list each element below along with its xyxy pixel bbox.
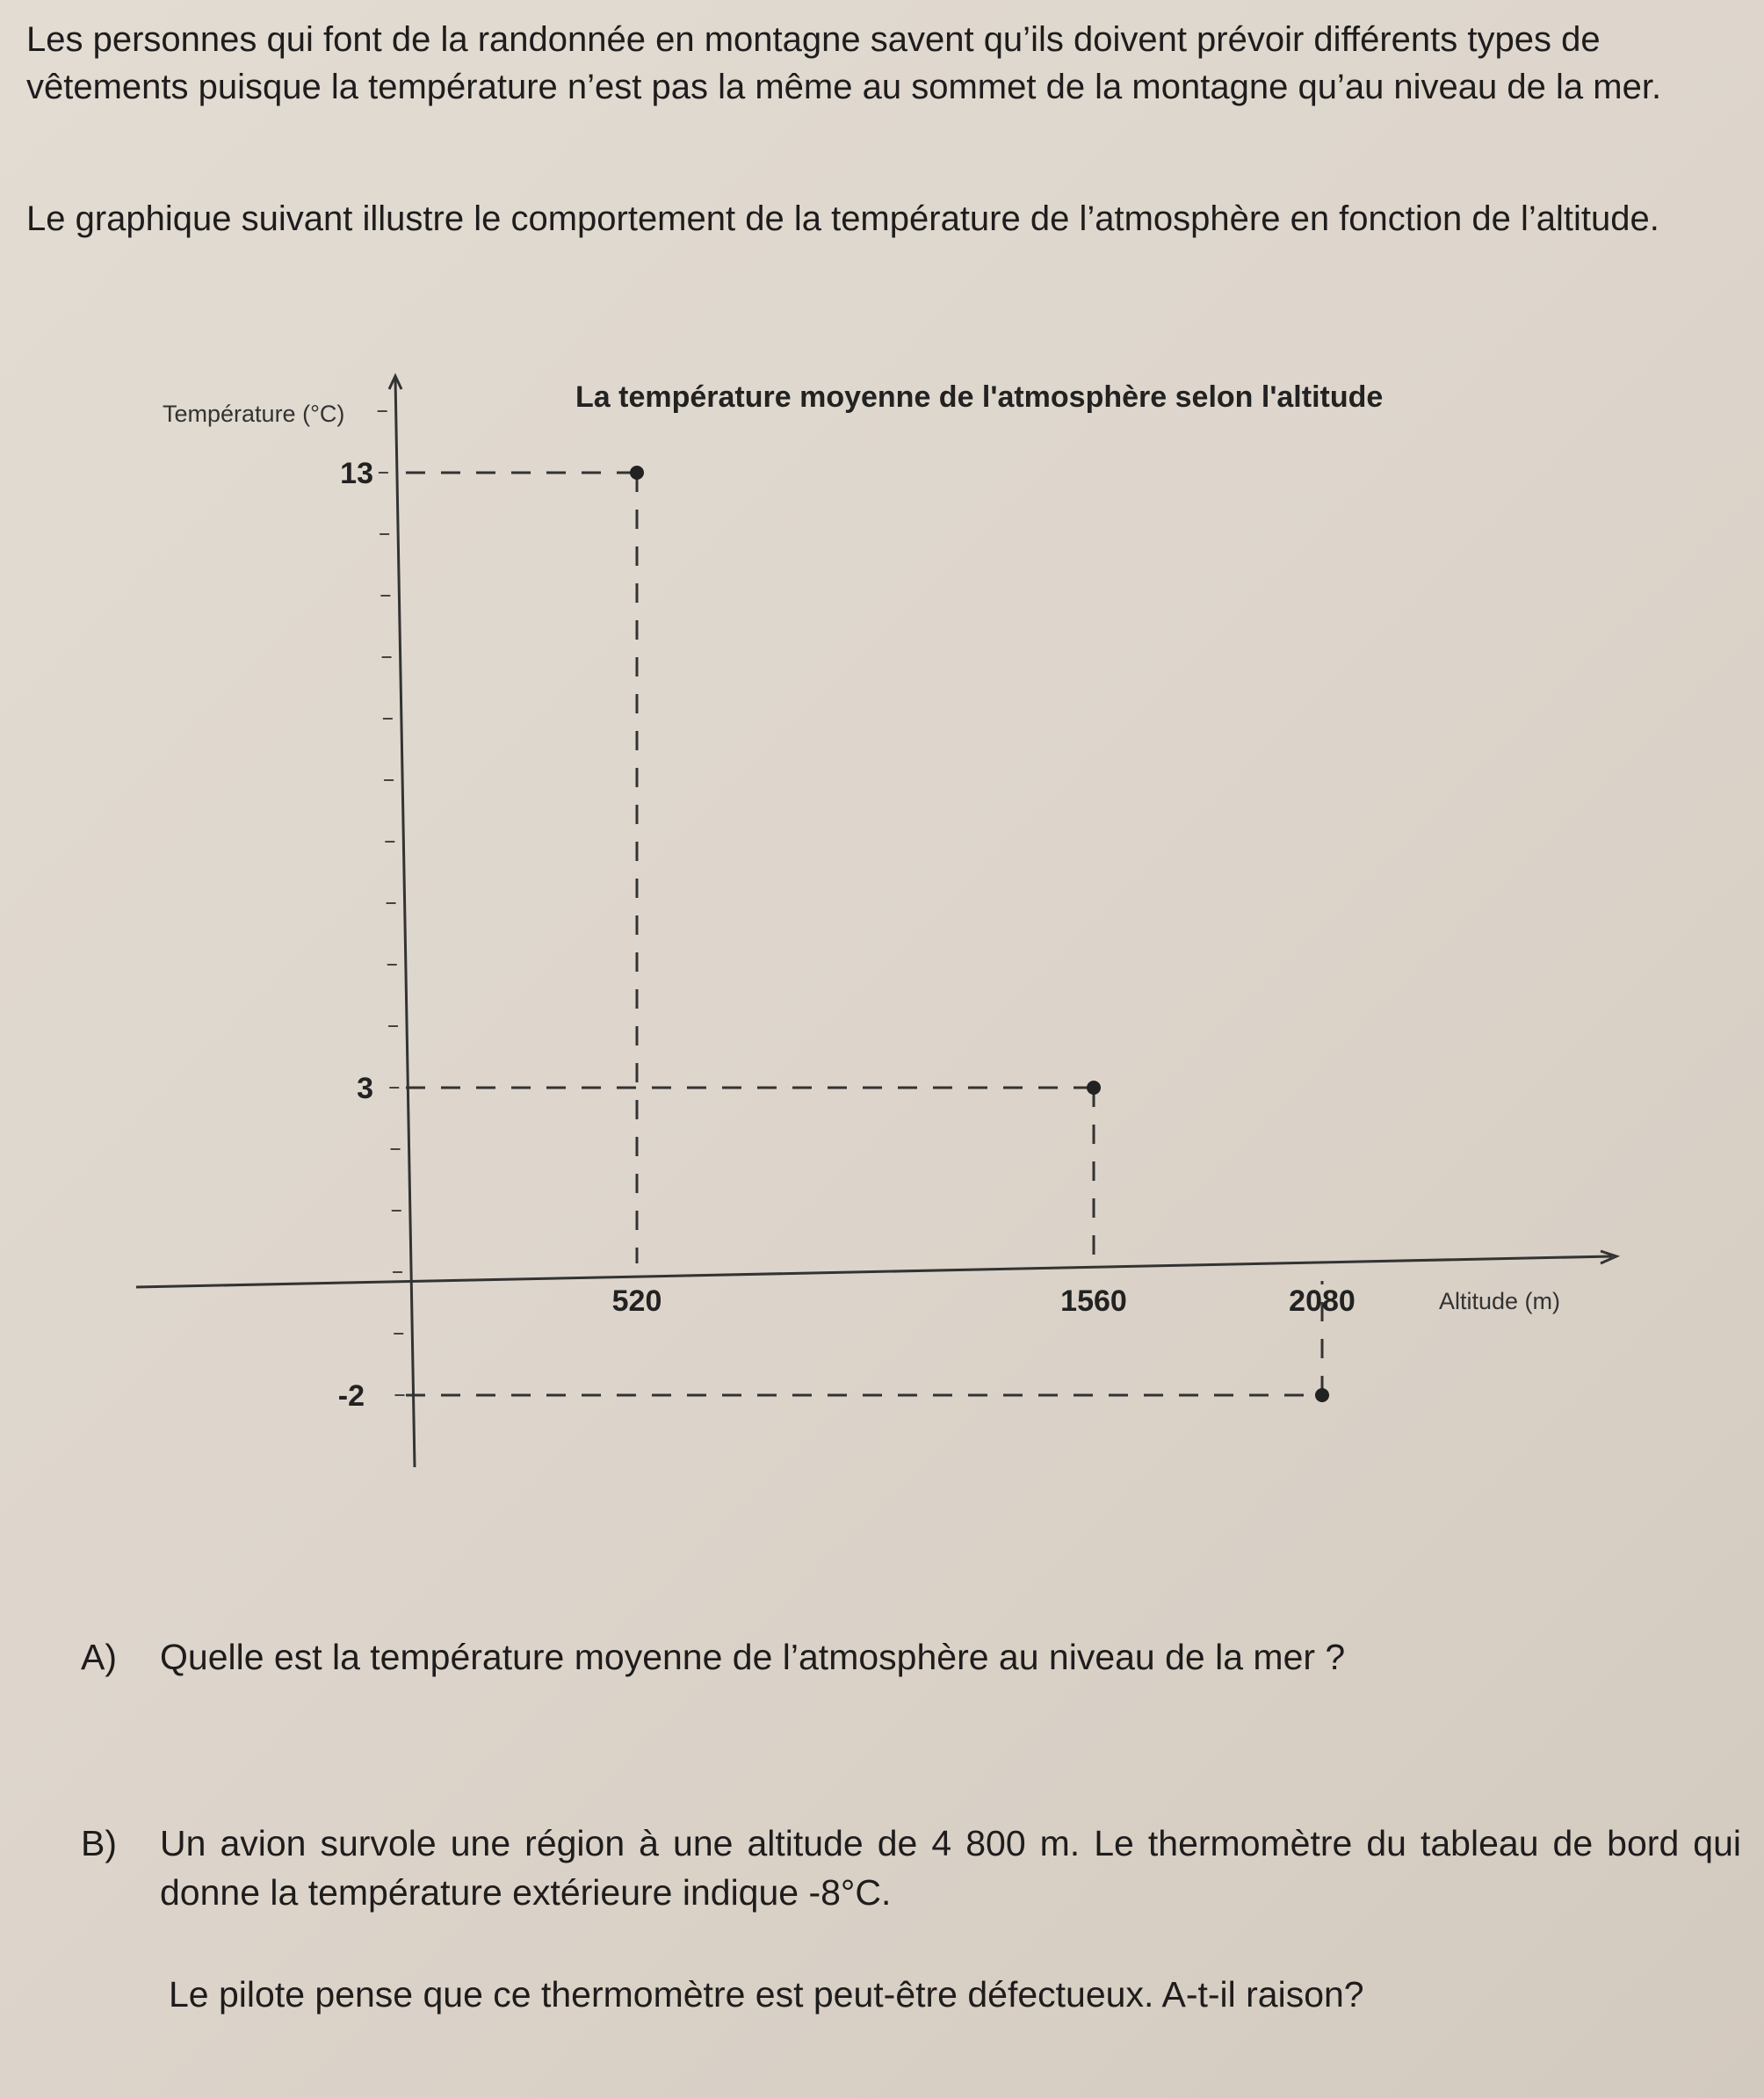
question-b-text: Un avion survole une région à une altitude de 4 800 m. Le thermomètre du tableau de bord qui donne la température extérieure indique -8°C. [160, 1823, 1741, 1913]
x-tick-label: 2080 [1289, 1284, 1356, 1318]
x-axis [136, 1256, 1612, 1287]
x-tick-label: 520 [611, 1284, 662, 1318]
x-tick-label: 1560 [1060, 1284, 1127, 1318]
data-point [630, 466, 644, 480]
y-tick-label: 13 [340, 457, 373, 490]
intro-paragraph-1: Les personnes qui font de la randonnée en montagne savent qu’ils doivent prévoir différents types de vêtements puisque la température n’est pas la même au sommet de la montagne qu’au niveau de la mer. [26, 20, 1662, 106]
question-b-followup: Le pilote pense que ce thermomètre est peut-être défectueux. A-t-il raison? [169, 1974, 1364, 2015]
question-b-label: B) [81, 1823, 117, 1863]
question-a [81, 1632, 1706, 1682]
data-point [1087, 1081, 1101, 1095]
question-b [81, 1819, 1741, 1917]
chart-title: La température moyenne de l'atmosphère selon l'altitude [575, 380, 1384, 414]
x-axis-label: Altitude (m) [1439, 1288, 1561, 1314]
question-a-text: Quelle est la température moyenne de l’atmosphère au niveau de la mer ? [160, 1637, 1346, 1677]
data-point [1315, 1388, 1329, 1402]
y-axis [395, 378, 415, 1467]
y-tick-label: -2 [337, 1379, 365, 1413]
y-tick-label: 3 [357, 1072, 373, 1105]
intro-paragraph-2: Le graphique suivant illustre le comportement de la température de l’atmosphère en fonction de l’altitude. [26, 199, 1659, 238]
question-a-label: A) [81, 1637, 117, 1677]
y-axis-label: Température (°C) [163, 401, 345, 427]
